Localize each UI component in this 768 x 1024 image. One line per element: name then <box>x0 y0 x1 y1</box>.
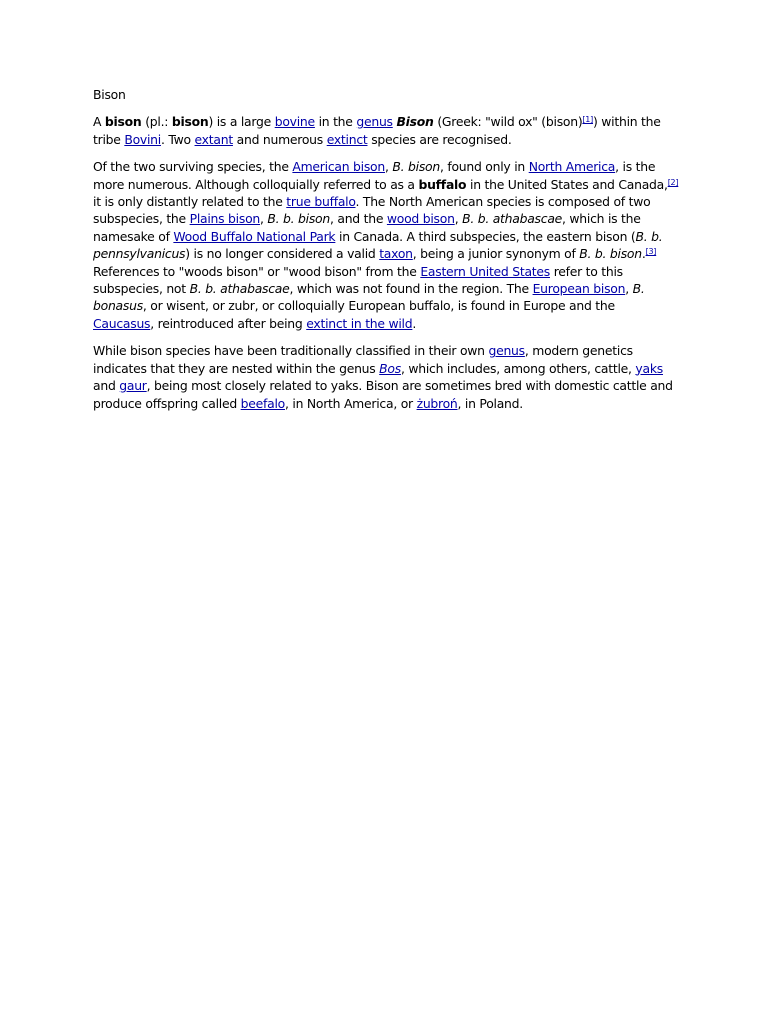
text: , which was not found in the region. The <box>289 281 533 297</box>
text: , found only in <box>439 159 529 175</box>
document-title: Bison <box>93 87 126 102</box>
bold-term-buffalo: buffalo <box>418 176 467 192</box>
text: , and the <box>329 211 387 227</box>
text: References to "woods bison" or "wood bison" from the <box>93 263 421 279</box>
link-true-buffalo[interactable]: true buffalo <box>286 194 356 210</box>
text: and <box>93 378 120 394</box>
subspecies-name: B. b. bison <box>267 211 330 227</box>
text: ) is a large <box>208 114 275 130</box>
subspecies-name: B. b. athabascae <box>462 211 563 227</box>
text: (pl.: <box>141 114 172 130</box>
text: , in North America, or <box>285 395 417 411</box>
reference-3 <box>646 247 657 256</box>
link-bovine[interactable]: bovine <box>274 114 315 130</box>
subspecies-name: B. b. athabascae <box>189 281 290 297</box>
bold-term-bison-plural: bison <box>171 114 209 130</box>
link-wood-buffalo-national-park[interactable]: Wood Buffalo National Park <box>173 228 336 244</box>
link-genus[interactable]: genus <box>488 343 525 359</box>
link-wood-bison[interactable]: wood bison <box>386 211 455 227</box>
text: . <box>641 246 646 262</box>
text: , or wisent, or zubr, or colloquially European buffalo, is found in Europe and the <box>142 298 615 314</box>
text: , <box>385 159 393 175</box>
link-yaks[interactable]: yaks <box>635 360 663 376</box>
link-genus[interactable]: genus <box>356 114 393 130</box>
text: in Canada. A third subspecies, the eastern bison ( <box>335 228 636 244</box>
link-bovini[interactable]: Bovini <box>124 131 161 147</box>
link-gaur[interactable]: gaur <box>119 378 147 394</box>
text: species are recognised. <box>367 131 512 147</box>
reference-1 <box>582 115 593 124</box>
link-bos[interactable]: Bos <box>379 360 401 376</box>
reference-2-link[interactable]: [2] <box>667 177 679 187</box>
text: A <box>93 114 105 130</box>
text: , which includes, among others, cattle, <box>400 360 636 376</box>
link-extinct[interactable]: extinct <box>326 131 368 147</box>
reference-1-link[interactable]: [1] <box>582 115 594 125</box>
text: , is the more numerous. Although colloquially referred to as a <box>93 159 656 192</box>
text: it is only distantly related to the <box>93 194 287 210</box>
link-plains-bison[interactable]: Plains bison <box>189 211 261 227</box>
link-beefalo[interactable]: beefalo <box>240 395 285 411</box>
species-name: B. bonasus <box>93 281 645 314</box>
link-eastern-united-states[interactable]: Eastern United States <box>420 263 550 279</box>
text: Of the two surviving species, the <box>93 159 293 175</box>
text: . Two <box>160 131 195 147</box>
text: , being most closely related to yaks. Bison are sometimes bred with domestic cattle and produce offspring called <box>93 378 673 411</box>
text: . The North American species is composed of two subspecies, the <box>93 194 651 227</box>
link-north-america[interactable]: North America <box>528 159 616 175</box>
link-caucasus[interactable]: Caucasus <box>93 315 151 331</box>
text: , modern genetics indicates that they are nested within the genus <box>93 343 633 376</box>
bold-term-bison: bison <box>104 114 142 130</box>
text: . <box>412 315 417 331</box>
genus-name-bison: Bison <box>396 114 434 130</box>
paragraph-intro <box>93 113 679 148</box>
reference-3-link[interactable]: [3] <box>645 247 657 257</box>
document-body <box>93 86 679 422</box>
link-zubron[interactable]: żubroń <box>416 395 458 411</box>
text: , which is the namesake of <box>93 211 641 244</box>
paragraph-taxonomy <box>93 342 679 412</box>
text: While bison species have been traditionally classified in their own <box>93 343 489 359</box>
link-taxon[interactable]: taxon <box>379 246 413 262</box>
text: , <box>625 281 633 297</box>
paragraph-species <box>93 158 679 332</box>
text: ) within the tribe <box>93 114 661 147</box>
link-american-bison[interactable]: American bison <box>292 159 385 175</box>
text: , in Poland. <box>457 395 523 411</box>
text: , <box>454 211 463 227</box>
text: ) is no longer considered a valid <box>185 246 380 262</box>
text: refer to this subspecies, not <box>93 263 623 297</box>
reference-2 <box>668 178 679 187</box>
text: (Greek: "wild ox" (bison) <box>433 114 583 130</box>
species-name: B. bison <box>392 159 440 175</box>
subspecies-name: B. b. pennsylvanicus <box>93 228 663 262</box>
subspecies-name: B. b. bison <box>579 246 642 262</box>
text: , being a junior synonym of <box>412 246 580 262</box>
link-extant[interactable]: extant <box>194 131 233 147</box>
text: in the United States and Canada, <box>466 176 668 192</box>
link-extinct-in-the-wild[interactable]: extinct in the wild <box>306 315 413 331</box>
text: , reintroduced after being <box>150 315 307 331</box>
text: and numerous <box>232 131 327 147</box>
text: in the <box>314 114 357 130</box>
text: , <box>260 211 268 227</box>
link-european-bison[interactable]: European bison <box>532 281 626 297</box>
